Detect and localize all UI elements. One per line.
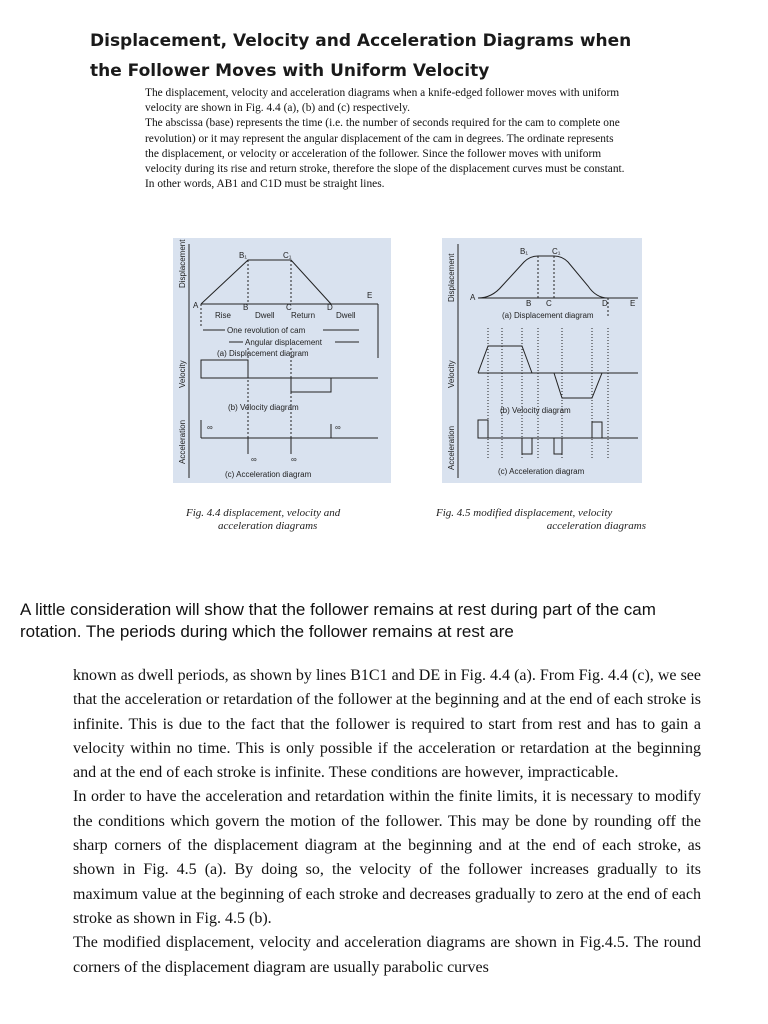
figure-4-5 (442, 238, 642, 483)
body-text (73, 664, 701, 980)
figure-4-5-caption (436, 507, 646, 533)
section-heading (90, 26, 650, 86)
intro-text (145, 86, 625, 192)
fig44-label-dwell-2: Dwell (336, 311, 356, 320)
body-para-3: The modified displacement, velocity and acceleration diagrams are shown in Fig.4.5. The round corners of the displacement diagram are usually parabolic curves (73, 934, 701, 976)
figure-4-5-diagram (442, 238, 642, 483)
rest-paragraph: A little consideration will show that the follower remains at rest during part of the cam rotation. The periods during which the follower remains at rest are (20, 600, 656, 641)
fig45-caption-line-2: acceleration diagrams (546, 520, 646, 532)
figure-4-4-diagram (173, 238, 391, 483)
fig44-label-return: Return (291, 311, 316, 320)
fig45-vel-caption: (b) Velocity diagram (500, 406, 571, 415)
fig45-point-b1: B₁ (520, 247, 529, 256)
fig45-point-e: E (630, 299, 636, 308)
fig44-revolution-label: One revolution of cam (227, 326, 306, 335)
figure-4-4 (173, 238, 391, 483)
fig44-label-rise: Rise (215, 311, 232, 320)
body-para-2: In order to have the acceleration and retardation within the finite limits, it is necessary to modify the conditions which govern the motion of the follower. This may be done by rounding off the sharp corners of the displacement diagram at the beginning and at the end of each stroke, as shown in Fig. 4.5 (a). By doing so, the velocity of the follower increases gradually to its maximum value at the beginning of each stroke and decreases gradually to zero at the end of each stroke as shown in Fig. 4.5 (b). (73, 788, 701, 927)
fig44-point-b1: B₁ (239, 251, 248, 260)
fig44-acc-caption: (c) Acceleration diagram (225, 470, 312, 479)
fig45-disp-caption: (a) Displacement diagram (502, 311, 594, 320)
fig45-ylabel-displacement: Displacement (447, 253, 456, 302)
intro-para-2: The abscissa (base) represents the time (i.e. the number of seconds required for the cam to complete one revolution) or it may represent the angular displacement of the cam in degrees. The ordinate represents the displacement, or velocity or acceleration of the follower. Since the follower moves with uniform velocity during its rise and return stroke, therefore the slope of the displacement curves must be constant. In other words, AB1 and C1D must be straight lines. (145, 117, 625, 191)
fig45-ylabel-acceleration: Acceleration (447, 425, 456, 470)
fig44-ylabel-velocity: Velocity (178, 360, 187, 388)
fig44-ylabel-displacement: Displacement (178, 239, 187, 288)
fig44-inf-4: ∞ (335, 423, 341, 432)
intro-para-1: The displacement, velocity and acceleration diagrams when a knife-edged follower moves with uniform velocity are shown in Fig. 4.4 (a), (b) and (c) respectively. (145, 87, 620, 115)
fig44-point-d: D (327, 303, 333, 312)
fig45-point-c: C (546, 299, 552, 308)
heading-line-1: Displacement, Velocity and Acceleration Diagrams when (90, 31, 632, 51)
fig44-inf-1: ∞ (207, 423, 213, 432)
fig44-caption-line-2: acceleration diagrams (218, 520, 318, 532)
fig44-point-a: A (193, 301, 199, 310)
fig44-label-dwell: Dwell (255, 311, 275, 320)
fig45-caption-line-1: Fig. 4.5 modified displacement, velocity (436, 507, 613, 519)
fig45-ylabel-velocity: Velocity (447, 360, 456, 388)
fig44-disp-caption: (a) Displacement diagram (217, 349, 309, 358)
fig44-point-b: B (243, 303, 249, 312)
fig45-point-c1: C₁ (552, 247, 561, 256)
fig44-ylabel-acceleration: Acceleration (178, 419, 187, 464)
fig45-point-b: B (526, 299, 532, 308)
fig45-point-a: A (470, 293, 476, 302)
fig44-inf-2: ∞ (251, 455, 257, 464)
fig45-point-d: D (602, 299, 608, 308)
fig45-acc-caption: (c) Acceleration diagram (498, 467, 585, 476)
fig44-inf-3: ∞ (291, 455, 297, 464)
fig44-vel-caption: (b) Velocity diagram (228, 403, 299, 412)
fig44-point-c1: C₁ (283, 251, 292, 260)
heading-line-2: the Follower Moves with Uniform Velocity (90, 61, 490, 81)
fig44-caption-line-1: Fig. 4.4 displacement, velocity and (186, 507, 341, 519)
fig44-angular-label: Angular displacement (245, 338, 322, 347)
body-para-1: known as dwell periods, as shown by lines B1C1 and DE in Fig. 4.4 (a). From Fig. 4.4 (c), we see that the acceleration or retardation of the follower at the beginning and at the end of each stroke is infinite. This is due to the fact that the follower is required to start from rest and has to gain a velocity within no time. This is only possible if the acceleration or retardation at the beginning and at the end of each stroke is infinite. These conditions are however, impracticable. (73, 667, 701, 782)
fig44-point-c: C (286, 303, 292, 312)
fig44-point-e: E (367, 291, 373, 300)
figure-4-4-caption (186, 507, 386, 533)
